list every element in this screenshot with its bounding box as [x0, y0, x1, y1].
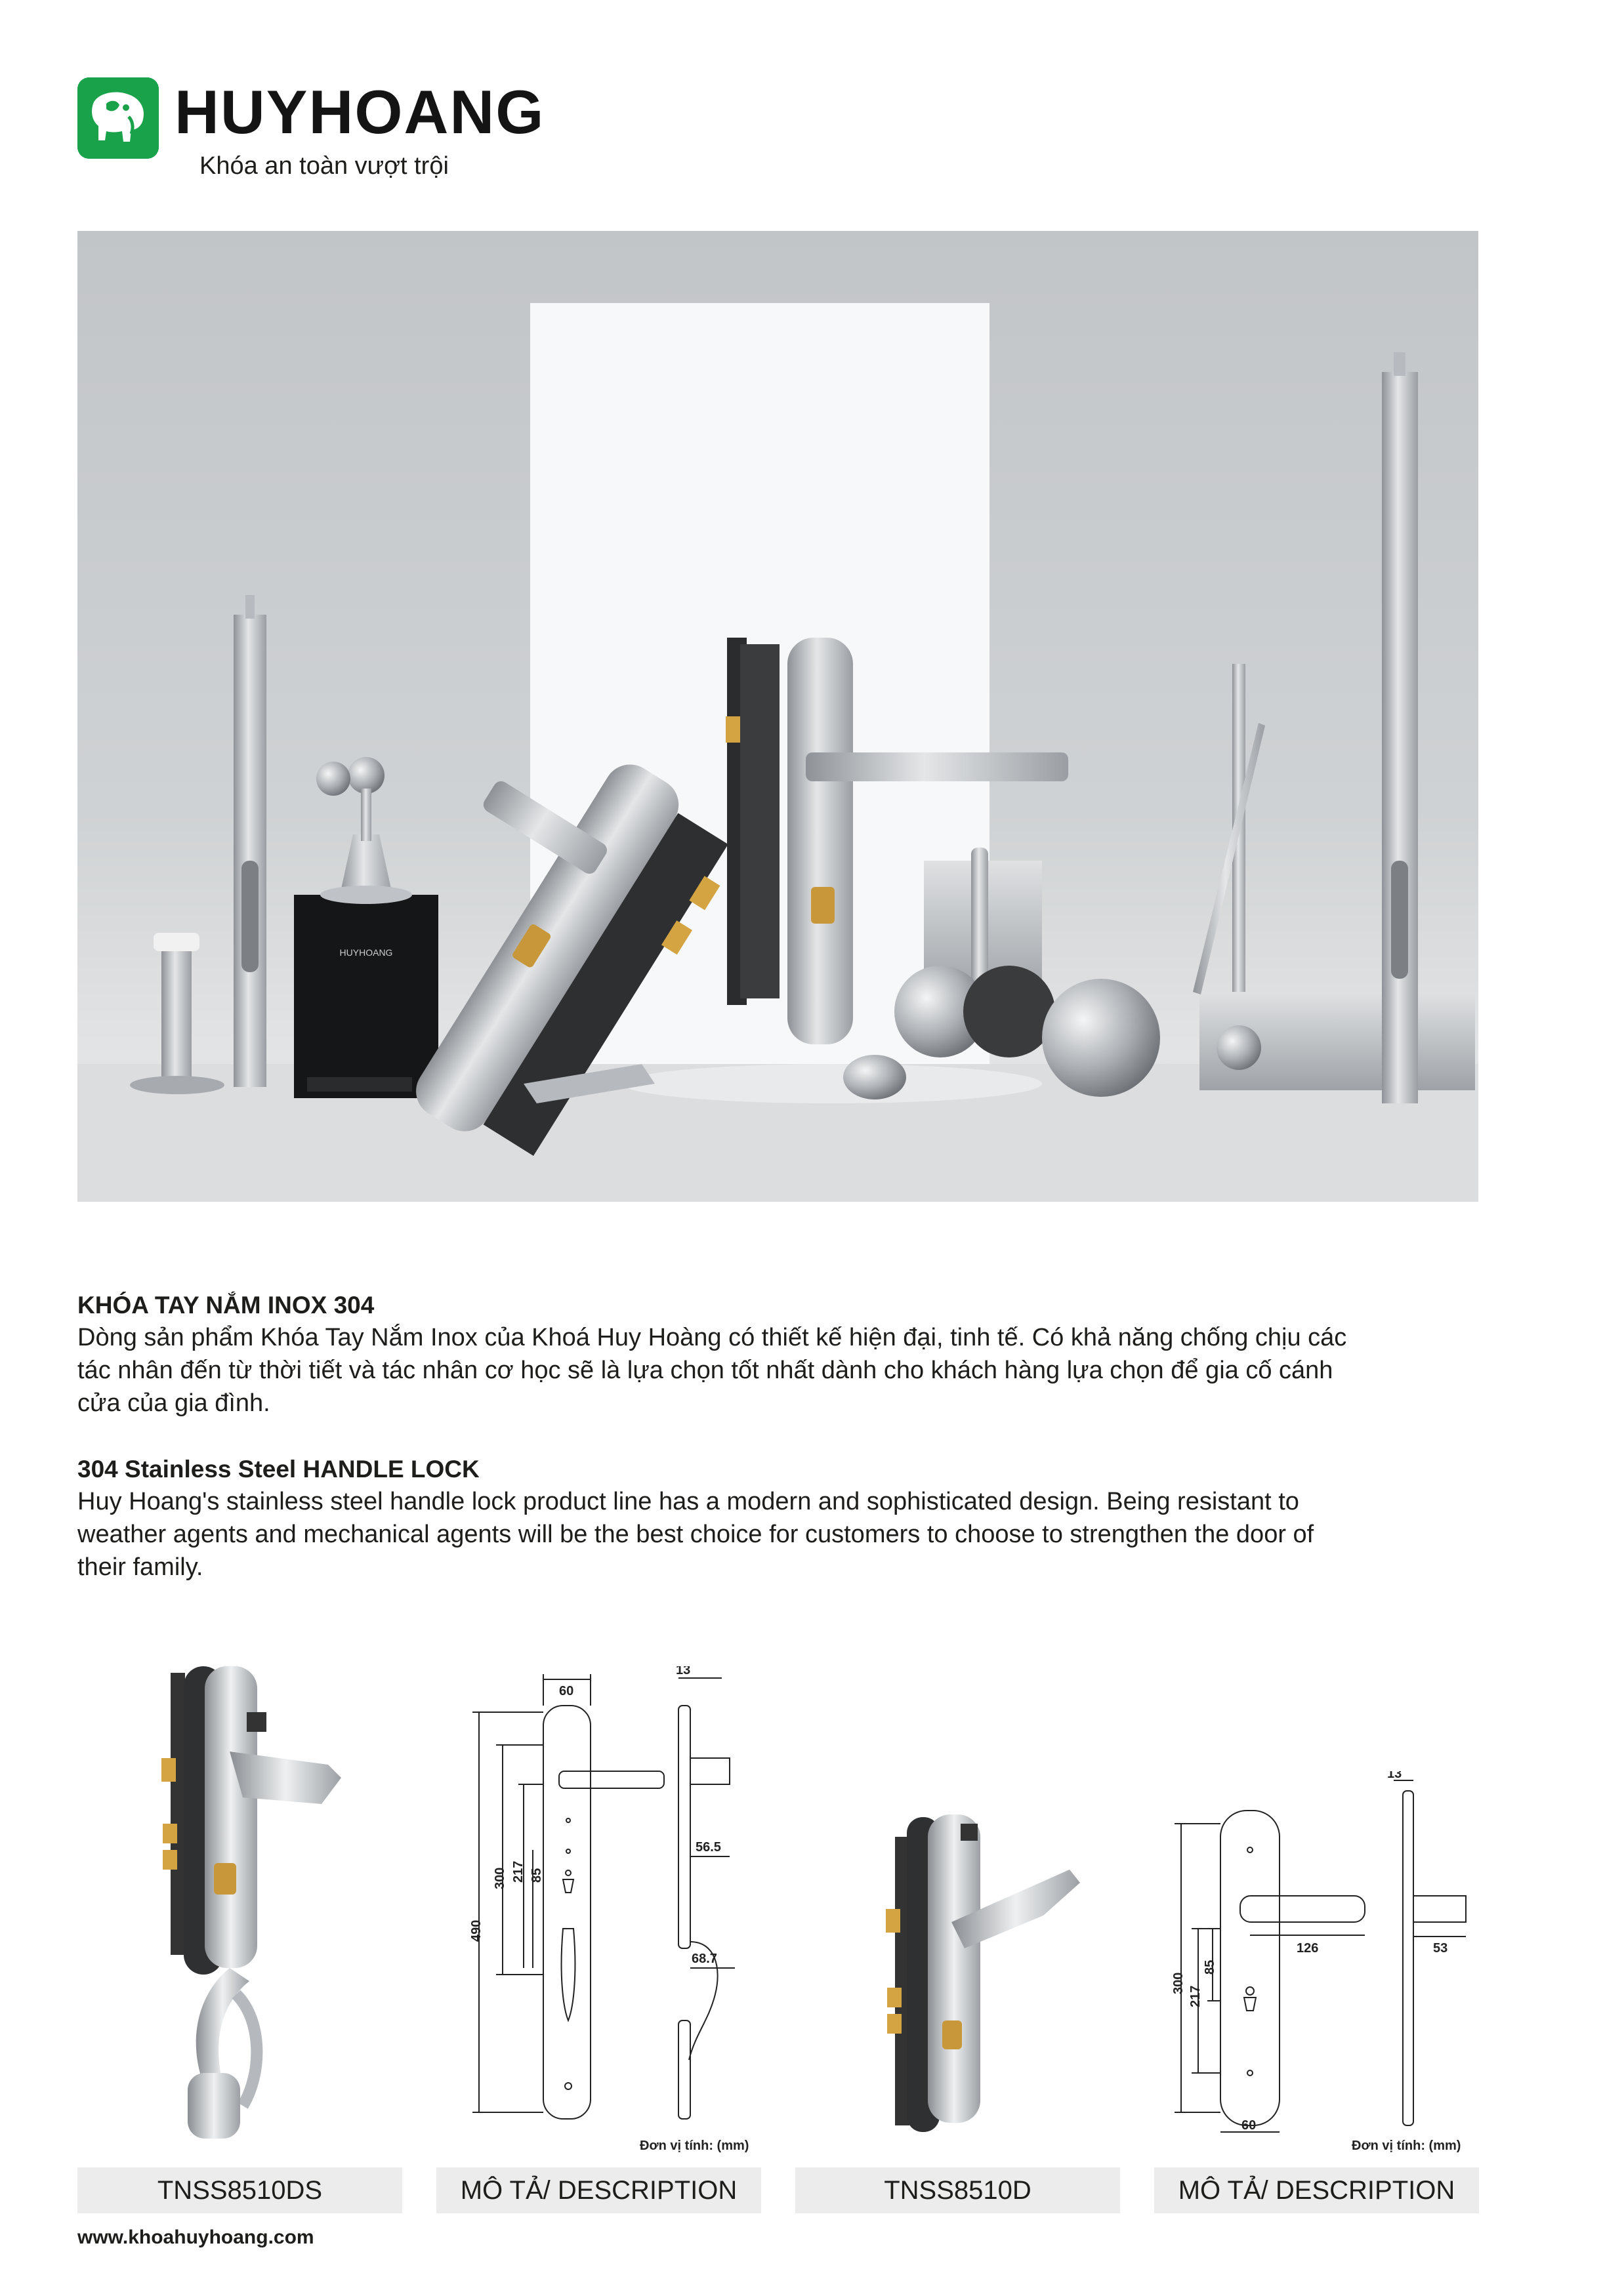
website-link[interactable]: www.khoahuyhoang.com [77, 2226, 314, 2248]
unit-note-2: Đơn vị tính: (mm) [1352, 2139, 1461, 2153]
caption-tnss8510ds: TNSS8510DS [77, 2167, 402, 2213]
dim-85: 85 [530, 1868, 544, 1883]
dim-60: 60 [559, 1684, 574, 1698]
caption-description-1: MÔ TẢ/ DESCRIPTION [436, 2167, 761, 2213]
section-text-en-line-3: their family. [77, 1553, 203, 1581]
dim2-13: 13 [1387, 1771, 1402, 1781]
dim-217: 217 [511, 1860, 526, 1883]
section-text-en-line-1: Huy Hoang's stainless steel handle lock product line has a modern and sophisticated design. Being resistant to [77, 1488, 1299, 1515]
product-image-tnss8510ds [131, 1653, 367, 2139]
technical-drawing-tnss8510ds [459, 1666, 768, 2152]
hero-product-photo [77, 231, 1478, 1202]
dim-56-5: 56.5 [696, 1840, 721, 1855]
elephant-logo-icon [77, 77, 159, 159]
caption-description-2: MÔ TẢ/ DESCRIPTION [1154, 2167, 1479, 2213]
section-text-vi-line-1: Dòng sản phẩm Khóa Tay Nắm Inox của Khoá Huy Hoàng có thiết kế hiện đại, tinh tế. Có khả năng chống chịu các [77, 1324, 1347, 1351]
section-text-vi-line-2: tác nhân đến từ thời tiết và tác nhân cơ học sẽ là lựa chọn tốt nhất dành cho khách hàng lựa chọn để gia cố cánh [77, 1357, 1333, 1384]
unit-note-1: Đơn vị tính: (mm) [640, 2139, 749, 2153]
caption-tnss8510d: TNSS8510D [795, 2167, 1120, 2213]
brand-tagline: Khóa an toàn vượt trội [199, 152, 449, 180]
brand-name: HUYHOANG [175, 77, 545, 146]
section-title-en: 304 Stainless Steel HANDLE LOCK [77, 1456, 480, 1483]
technical-drawing-tnss8510d [1168, 1771, 1476, 2139]
dim2-60: 60 [1241, 2118, 1257, 2133]
dim2-85: 85 [1203, 1959, 1217, 1975]
dim2-126: 126 [1297, 1941, 1319, 1956]
dim-68-7: 68.7 [692, 1952, 717, 1966]
brand-logo[interactable] [77, 77, 545, 189]
section-text-vi-line-3: cửa của gia đình. [77, 1389, 270, 1417]
dim-490: 490 [469, 1919, 484, 1942]
section-title-vi: KHÓA TAY NẮM INOX 304 [77, 1292, 375, 1319]
dim-13: 13 [676, 1666, 691, 1677]
dim2-300: 300 [1171, 1972, 1186, 1994]
section-text-en-line-2: weather agents and mechanical agents will be the best choice for customers to choose to strengthen the door of [77, 1521, 1314, 1548]
dim-300: 300 [493, 1867, 507, 1889]
dim2-53: 53 [1433, 1941, 1448, 1956]
dim2-217: 217 [1188, 1985, 1203, 2007]
product-image-tnss8510d [879, 1797, 1089, 2139]
hero-box-label: HUYHOANG [339, 947, 393, 958]
